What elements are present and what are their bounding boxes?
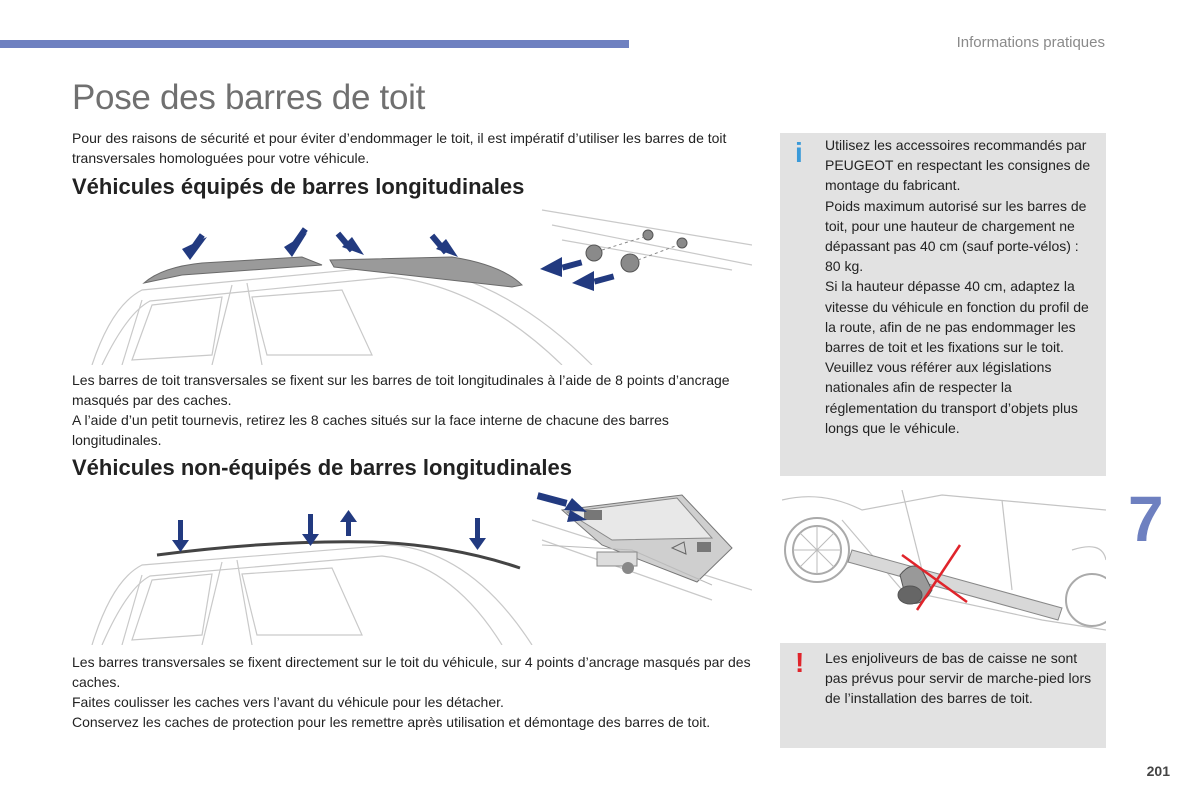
car-no-rails-illustration bbox=[72, 490, 752, 645]
info-box-text bbox=[825, 135, 1097, 438]
car-longitudinal-rails-illustration bbox=[72, 205, 752, 365]
section1-heading: Véhicules équipés de barres longitudinales bbox=[72, 174, 525, 199]
info-paragraph-3: Si la hauteur dépasse 40 cm, adaptez la vitesse du véhicule en fonction du profil de la route, afin de ne pas endommager les barres de toit et les fixations sur le toit. bbox=[825, 278, 1089, 356]
section-title: Informations pratiques bbox=[956, 34, 1105, 51]
side-sill-illustration bbox=[782, 490, 1106, 635]
info-paragraph-1: Utilisez les accessoires recommandés par PEUGEOT en respectant les consignes de montage du fabricant. bbox=[825, 137, 1091, 194]
intro-paragraph: Pour des raisons de sécurité et pour éviter d’endommager le toit, il est impératif d’utiliser les barres de toit transversales homologuées pour votre véhicule. bbox=[72, 130, 727, 166]
section1-text2: A l’aide d’un petit tournevis, retirez les 8 caches situés sur la face interne de chacune des barres longitudinales. bbox=[72, 412, 669, 448]
header-accent-bar bbox=[0, 40, 629, 48]
info-paragraph-4: Veuillez vous référer aux législations nationales afin de respecter la réglementation du transport d’objets plus longs que le véhicule. bbox=[825, 359, 1078, 436]
section2-text3: Conservez les caches de protection pour les remettre après utilisation et démontage des barres de toit. bbox=[72, 714, 711, 730]
section2-heading: Véhicules non-équipés de barres longitudinales bbox=[72, 455, 572, 480]
info-paragraph-2: Poids maximum autorisé sur les barres de toit, pour une hauteur de chargement ne dépassant pas 40 cm (sauf porte-vélos) : 80 kg. bbox=[825, 197, 1087, 275]
chapter-number: 7 bbox=[1128, 483, 1164, 555]
warning-icon: ! bbox=[795, 647, 805, 678]
section2-text2: Faites coulisser les caches vers l’avant du véhicule pour les détacher. bbox=[72, 694, 504, 710]
info-icon: i bbox=[795, 137, 803, 168]
warning-box bbox=[780, 643, 1106, 748]
section2-text1: Les barres transversales se fixent directement sur le toit du véhicule, sur 4 points d’ancrage masqués par des caches. bbox=[72, 654, 751, 690]
info-box bbox=[780, 133, 1106, 476]
page-title: Pose des barres de toit bbox=[72, 78, 426, 117]
page-number: 201 bbox=[1146, 763, 1170, 779]
section1-text1: Les barres de toit transversales se fixent sur les barres de toit longitudinales à l’aide de 8 points d’ancrage masqués par des caches. bbox=[72, 372, 730, 408]
warning-text: Les enjoliveurs de bas de caisse ne sont pas prévus pour servir de marche-pied lors de l’installation des barres de toit. bbox=[825, 650, 1092, 707]
